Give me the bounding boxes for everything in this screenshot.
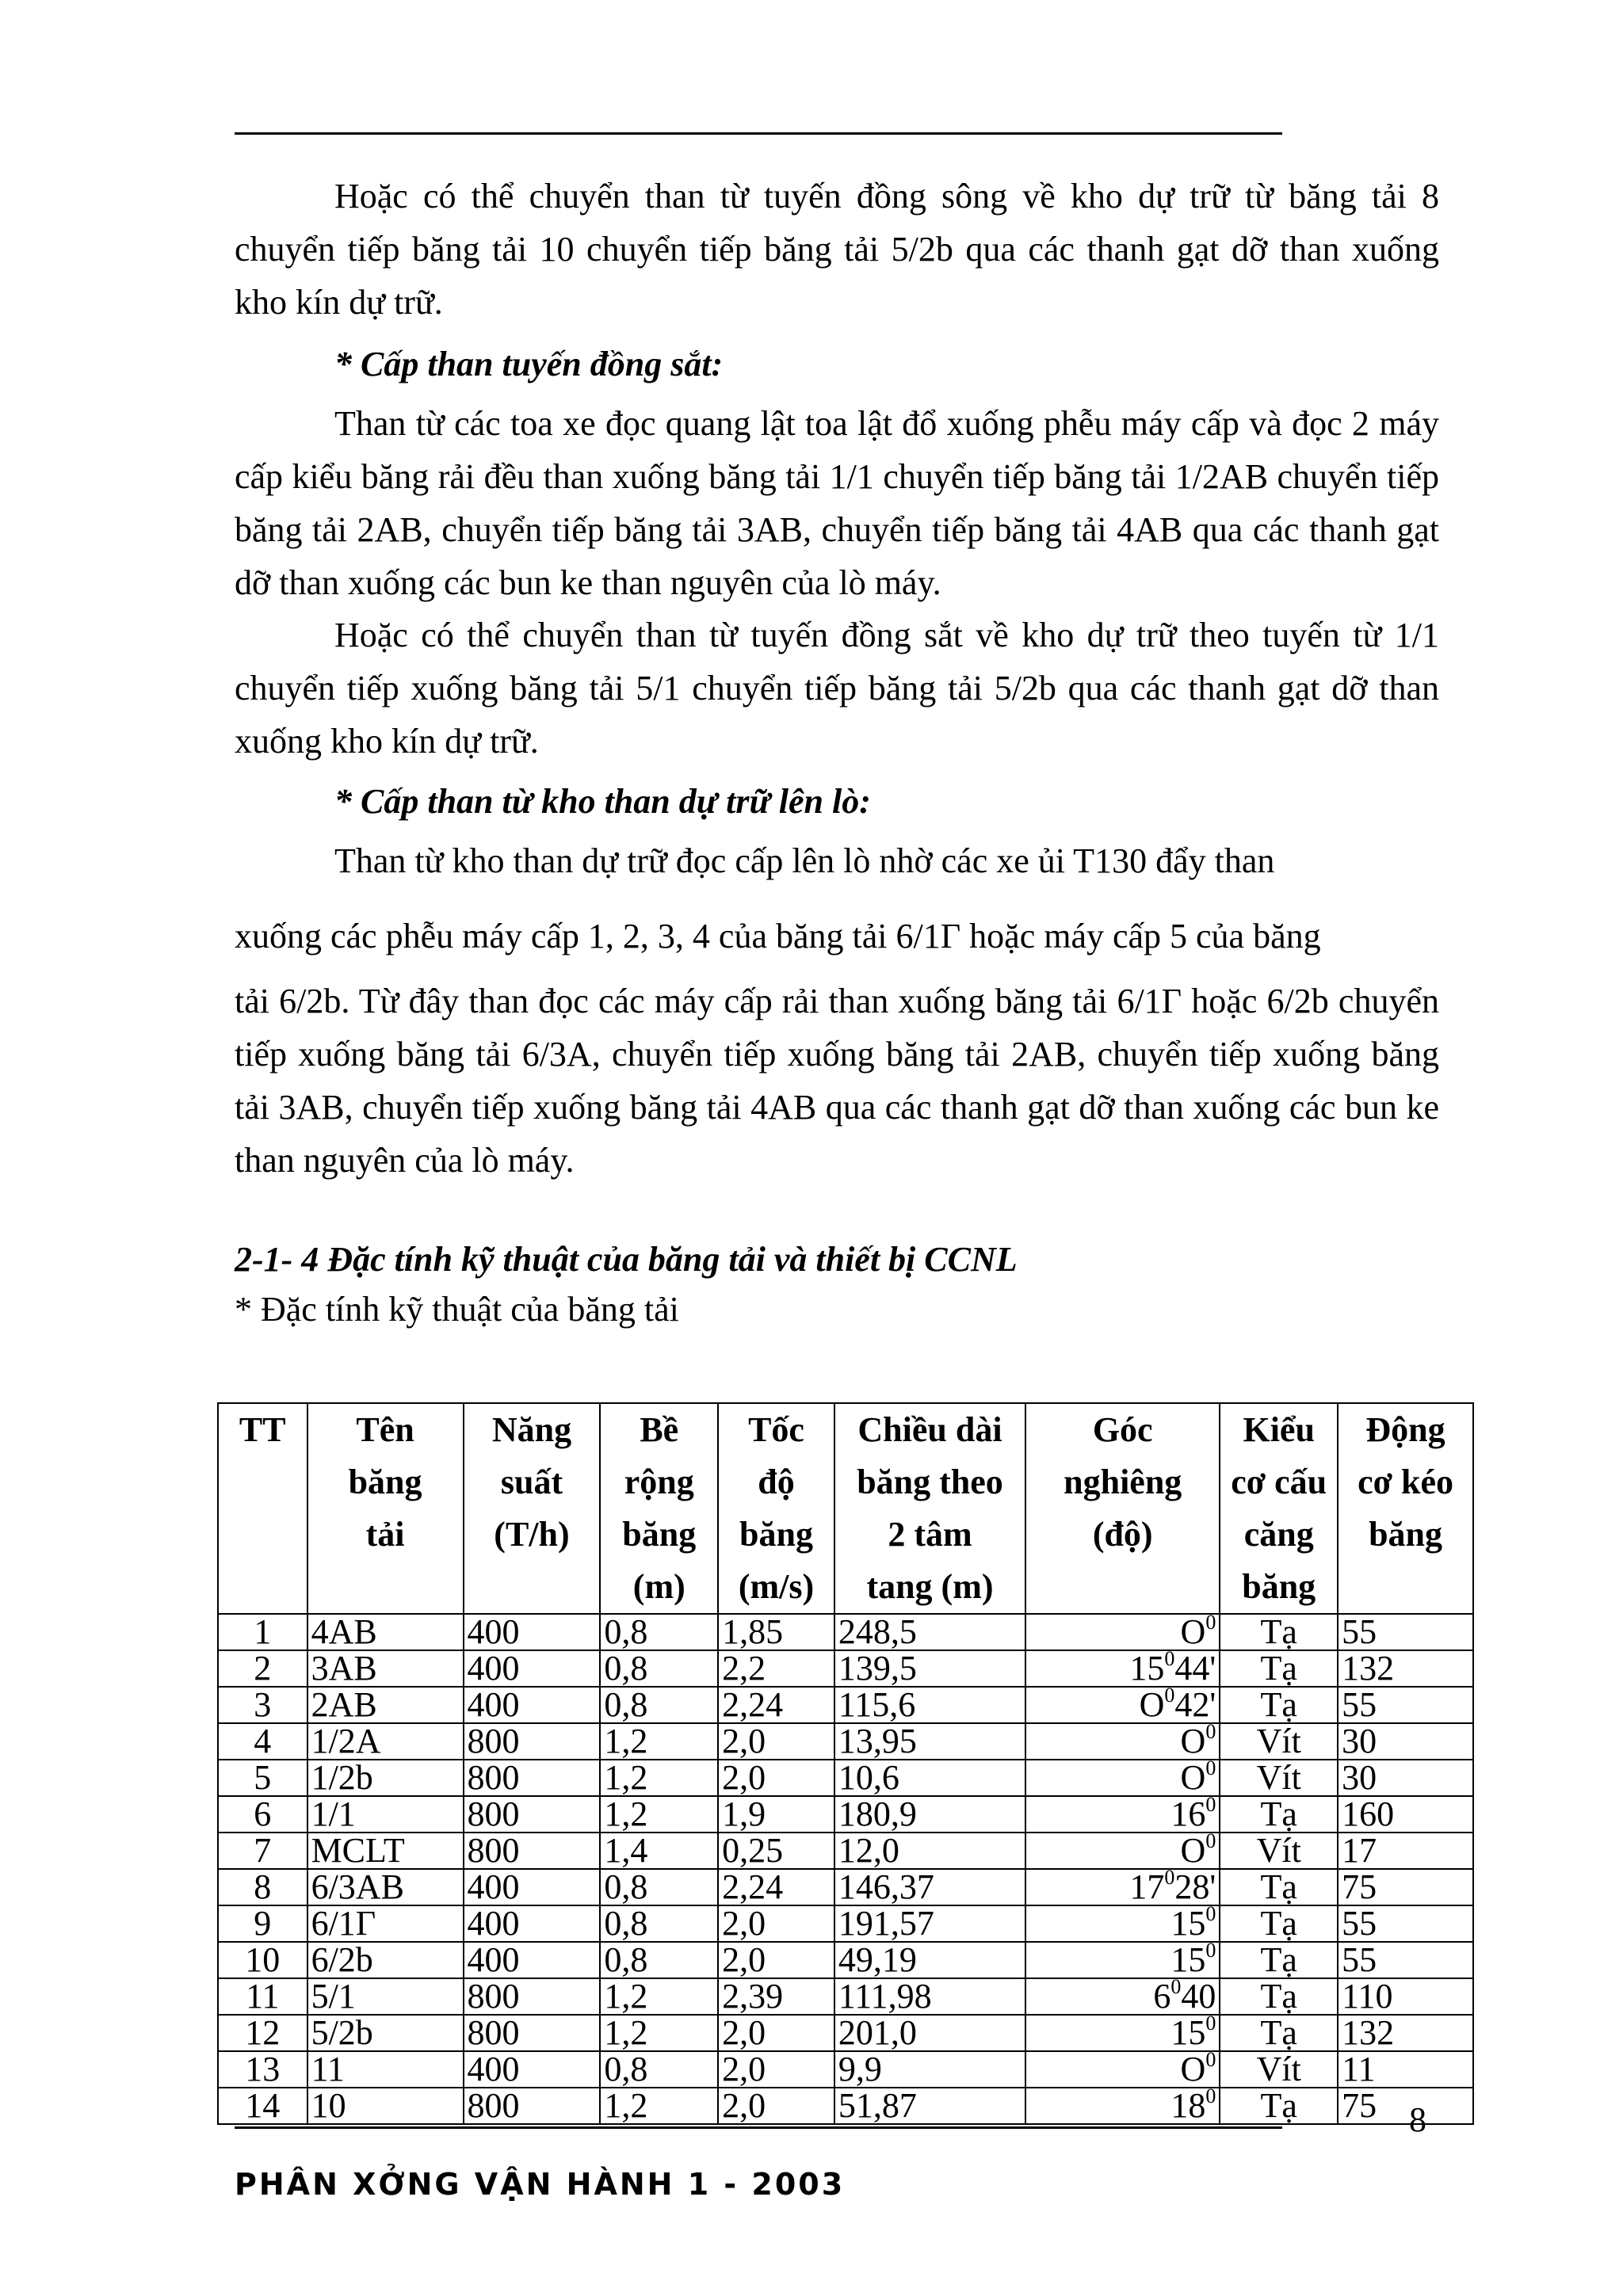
cell-drive-motor: 132 [1338,2015,1473,2051]
page-number: 8 [1409,2100,1426,2139]
cell-drive-motor: 75 [1338,1869,1473,1905]
cell-tt: 4 [218,1723,307,1760]
cell-tt: 5 [218,1760,307,1796]
cell-belt-name: 5/2b [307,2015,464,2051]
table-row [218,2051,1473,2088]
cell-tension-type: Vít [1220,1833,1338,1869]
cell-tt: 7 [218,1833,307,1869]
header-belt-name: Tên băng tải [307,1403,464,1614]
header-rule [235,132,1282,135]
cell-capacity: 400 [464,1650,601,1687]
cell-belt-length: 51,87 [834,2088,1025,2124]
table-row [218,1905,1473,1942]
cell-drive-motor: 11 [1338,2051,1473,2088]
cell-incline-angle: $O^0$ [1025,1723,1220,1760]
cell-capacity: 400 [464,2051,601,2088]
cell-belt-speed: 2,2 [718,1650,834,1687]
heading-storage-to-boiler: * Cấp than từ kho than dự trữ lên lò: [334,782,871,821]
cell-belt-length: 201,0 [834,2015,1025,2051]
cell-belt-length: 146,37 [834,1869,1025,1905]
cell-tt: 14 [218,2088,307,2124]
cell-capacity: 800 [464,1978,601,2015]
paragraph-rail-supply: Than từ các toa xe đọc quang lật toa lật đổ xuống phễu máy cấp và đọc 2 máy cấp kiểu băng rải đều than xuống băng tải 1/1 chuyển tiếp băng tải 1/2AB chuyển tiếp băng tải 2AB, chuyển tiếp băng tải 3AB, chuyển tiếp băng tải 4AB qua các thanh gạt dỡ than xuống các bun ke than nguyên của lò máy. [235,404,1439,602]
cell-belt-width: 0,8 [600,1687,718,1723]
cell-tt: 6 [218,1796,307,1833]
table-row [218,1687,1473,1723]
cell-belt-width: 1,4 [600,1833,718,1869]
table-row [218,1614,1473,1650]
cell-incline-angle: $15^0$ [1025,1905,1220,1942]
cell-incline-angle: $O^0$ [1025,1760,1220,1796]
section-title: 2-1- 4 Đặc tính kỹ thuật của băng tải và thiết bị CCNL [235,1240,1018,1279]
table-row [218,2088,1473,2124]
cell-belt-width: 0,8 [600,2051,718,2088]
paragraph-rail-to-storage: Hoặc có thể chuyển than từ tuyến đồng sắt về kho dự trữ theo tuyến từ 1/1 chuyển tiếp xuống băng tải 5/1 chuyển tiếp băng tải 5/2b qua các thanh gạt dỡ than xuống kho kín dự trữ. [235,616,1439,761]
cell-tt: 10 [218,1942,307,1978]
cell-capacity: 800 [464,2015,601,2051]
cell-belt-name: 6/1Γ [307,1905,464,1942]
cell-drive-motor: 132 [1338,1650,1473,1687]
cell-incline-angle: $15^0$ [1025,1942,1220,1978]
cell-tension-type: Tạ [1220,1650,1338,1687]
cell-tt: 11 [218,1978,307,2015]
paragraph-storage-line-3: tải 6/2b. Từ đây than đọc các máy cấp rải than xuống băng tải 6/1Γ hoặc 6/2b chuyển tiếp xuống băng tải 6/3A, chuyển tiếp xuống băng tải 2AB, chuyển tiếp xuống băng tải 3AB, chuyển tiếp xuống băng tải 4AB qua các thanh gạt dỡ than xuống các bun ke than nguyên của lò máy. [235,982,1439,1180]
cell-tension-type: Tạ [1220,1978,1338,2015]
paragraph-river-to-storage: Hoặc có thể chuyển than từ tuyến đồng sông về kho dự trữ từ băng tải 8 chuyển tiếp băng tải 10 chuyển tiếp băng tải 5/2b qua các thanh gạt dỡ than xuống kho kín dự trữ. [235,177,1439,322]
cell-belt-name: 1/2b [307,1760,464,1796]
table-row [218,1978,1473,2015]
cell-capacity: 800 [464,1833,601,1869]
cell-tt: 13 [218,2051,307,2088]
cell-belt-name: 2AB [307,1687,464,1723]
cell-belt-speed: 1,85 [718,1614,834,1650]
cell-belt-name: 4AB [307,1614,464,1650]
cell-incline-angle: $15^0$ [1025,2015,1220,2051]
cell-belt-length: 111,98 [834,1978,1025,2015]
cell-drive-motor: 110 [1338,1978,1473,2015]
cell-belt-width: 0,8 [600,1650,718,1687]
cell-capacity: 800 [464,1796,601,1833]
cell-belt-name: 5/1 [307,1978,464,2015]
cell-belt-name: MCLT [307,1833,464,1869]
cell-incline-angle: $16^0$ [1025,1796,1220,1833]
header-drive-motor: Động cơ kéo băng [1338,1403,1473,1614]
paragraph-storage-line-1: Than từ kho than dự trữ đọc cấp lên lò nhờ các xe ủi T130 đẩy than [334,841,1275,880]
cell-capacity: 800 [464,2088,601,2124]
cell-capacity: 800 [464,1723,601,1760]
cell-tt: 9 [218,1905,307,1942]
cell-belt-length: 9,9 [834,2051,1025,2088]
cell-belt-speed: 2,0 [718,1723,834,1760]
table-row [218,1942,1473,1978]
cell-belt-name: 6/2b [307,1942,464,1978]
cell-incline-angle: $O^0$ [1025,2051,1220,2088]
cell-tension-type: Tạ [1220,1614,1338,1650]
cell-belt-length: 139,5 [834,1650,1025,1687]
header-incline-angle: Góc nghiêng (độ) [1025,1403,1220,1614]
cell-belt-length: 115,6 [834,1687,1025,1723]
cell-drive-motor: 55 [1338,1614,1473,1650]
cell-tension-type: Vít [1220,1760,1338,1796]
cell-belt-width: 0,8 [600,1942,718,1978]
cell-drive-motor: 55 [1338,1905,1473,1942]
cell-tension-type: Tạ [1220,1796,1338,1833]
cell-tension-type: Tạ [1220,1869,1338,1905]
cell-incline-angle: $O^042'$ [1025,1687,1220,1723]
cell-belt-name: 1/1 [307,1796,464,1833]
cell-incline-angle: $O^0$ [1025,1833,1220,1869]
cell-incline-angle: $6^040$ [1025,1978,1220,2015]
cell-tension-type: Tạ [1220,1687,1338,1723]
cell-drive-motor: 55 [1338,1687,1473,1723]
cell-belt-length: 191,57 [834,1905,1025,1942]
cell-belt-speed: 2,24 [718,1869,834,1905]
cell-tt: 12 [218,2015,307,2051]
cell-belt-speed: 2,24 [718,1687,834,1723]
cell-belt-speed: 0,25 [718,1833,834,1869]
cell-belt-length: 49,19 [834,1942,1025,1978]
cell-belt-width: 1,2 [600,1760,718,1796]
cell-incline-angle: $15^044'$ [1025,1650,1220,1687]
table-header-row [218,1403,1473,1614]
cell-belt-speed: 2,0 [718,1942,834,1978]
cell-belt-speed: 2,0 [718,2088,834,2124]
table-row [218,1650,1473,1687]
header-belt-width: Bề rộng băng (m) [600,1403,718,1614]
heading-rail-coal-supply: * Cấp than tuyến đồng sắt: [334,345,724,383]
cell-belt-length: 248,5 [834,1614,1025,1650]
cell-incline-angle: $18^0$ [1025,2088,1220,2124]
paragraph-storage-line-2: xuống các phễu máy cấp 1, 2, 3, 4 của băng tải 6/1Γ hoặc máy cấp 5 của băng [235,917,1321,955]
cell-drive-motor: 30 [1338,1760,1473,1796]
cell-belt-name: 10 [307,2088,464,2124]
cell-belt-length: 12,0 [834,1833,1025,1869]
cell-belt-name: 1/2A [307,1723,464,1760]
table-body [218,1611,1473,2125]
header-tt: TT [218,1403,307,1614]
cell-tt: 3 [218,1687,307,1723]
cell-belt-width: 0,8 [600,1614,718,1650]
cell-tension-type: Vít [1220,1723,1338,1760]
cell-tension-type: Vít [1220,2051,1338,2088]
conveyor-spec-table [217,1402,1474,2125]
cell-incline-angle: $17^028'$ [1025,1869,1220,1905]
cell-tension-type: Tạ [1220,1905,1338,1942]
cell-capacity: 400 [464,1942,601,1978]
cell-belt-width: 1,2 [600,2088,718,2124]
cell-capacity: 400 [464,1905,601,1942]
header-belt-length: Chiều dài băng theo 2 tâm tang (m) [834,1403,1025,1614]
table-row [218,1833,1473,1869]
cell-belt-length: 13,95 [834,1723,1025,1760]
cell-belt-width: 1,2 [600,1723,718,1760]
header-capacity: Năng suất (T/h) [464,1403,601,1614]
cell-belt-speed: 2,0 [718,1905,834,1942]
table-row [218,1760,1473,1796]
cell-belt-width: 1,2 [600,1796,718,1833]
cell-belt-speed: 2,0 [718,2015,834,2051]
cell-tension-type: Tạ [1220,2015,1338,2051]
section-subtitle: * Đặc tính kỹ thuật của băng tải [235,1290,679,1329]
cell-belt-name: 3AB [307,1650,464,1687]
table-row [218,2015,1473,2051]
cell-tension-type: Tạ [1220,2088,1338,2124]
cell-belt-width: 0,8 [600,1869,718,1905]
cell-drive-motor: 55 [1338,1942,1473,1978]
cell-belt-speed: 2,0 [718,2051,834,2088]
table-row [218,1796,1473,1833]
footer-text: PHÂN XỞNG VẬN HÀNH 1 - 2003 [235,2167,846,2202]
cell-tt: 8 [218,1869,307,1905]
cell-belt-name: 11 [307,2051,464,2088]
cell-tt: 2 [218,1650,307,1687]
cell-capacity: 400 [464,1869,601,1905]
cell-capacity: 400 [464,1687,601,1723]
footer-rule [235,2126,1282,2129]
cell-drive-motor: 160 [1338,1796,1473,1833]
cell-drive-motor: 17 [1338,1833,1473,1869]
cell-drive-motor: 30 [1338,1723,1473,1760]
cell-drive-motor: 75 [1338,2088,1473,2124]
cell-belt-width: 0,8 [600,1905,718,1942]
cell-belt-length: 180,9 [834,1796,1025,1833]
header-tension-type: Kiểu cơ cấu căng băng [1220,1403,1338,1614]
table-row [218,1723,1473,1760]
cell-belt-width: 1,2 [600,2015,718,2051]
cell-belt-speed: 2,0 [718,1760,834,1796]
header-belt-speed: Tốc độ băng (m/s) [718,1403,834,1614]
table-row [218,1869,1473,1905]
cell-belt-width: 1,2 [600,1978,718,2015]
cell-incline-angle: $O^0$ [1025,1614,1220,1650]
cell-capacity: 800 [464,1760,601,1796]
cell-belt-name: 6/3AB [307,1869,464,1905]
cell-belt-speed: 1,9 [718,1796,834,1833]
cell-belt-speed: 2,39 [718,1978,834,2015]
cell-tension-type: Tạ [1220,1942,1338,1978]
cell-tt: 1 [218,1614,307,1650]
cell-capacity: 400 [464,1614,601,1650]
cell-belt-length: 10,6 [834,1760,1025,1796]
